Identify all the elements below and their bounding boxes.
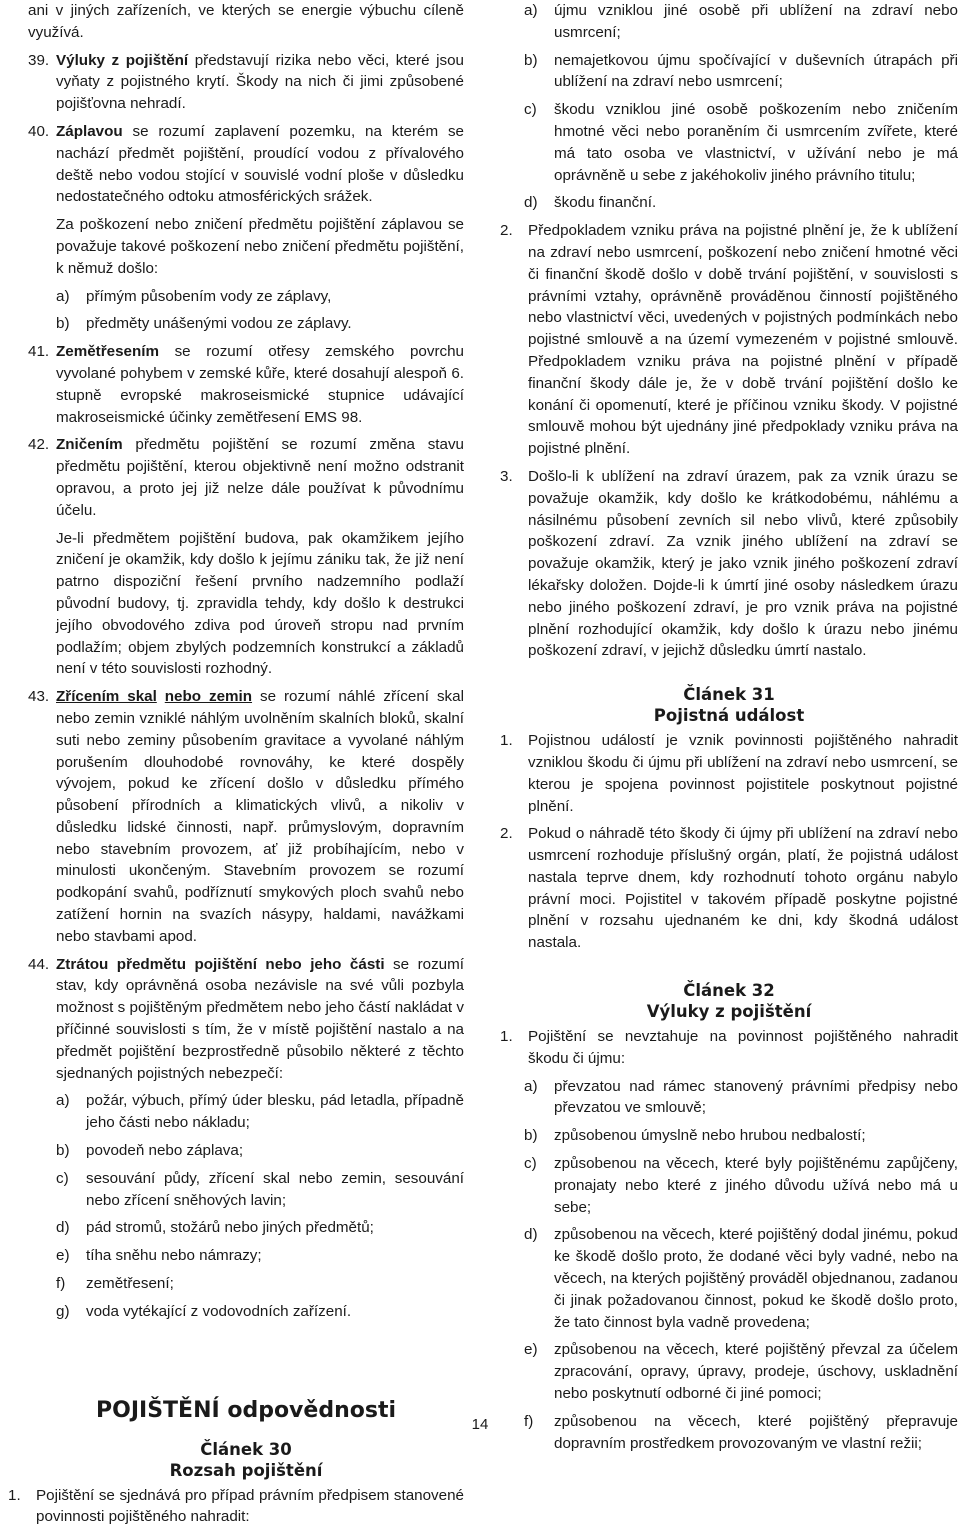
term: Zničením (56, 436, 123, 454)
article-32-paragraph-1: 1. Pojištění se nevztahuje na povinnost pojištěného nahradit škodu či újmu: (500, 1028, 958, 1067)
list-item: b) povodeň nebo záplava; (56, 1142, 244, 1160)
list-item: b) způsobenou úmyslně nebo hrubou nedbalostí; (524, 1127, 866, 1145)
term: Zemětřesením (56, 343, 159, 361)
page-number: 14 (471, 1416, 489, 1433)
definition-text: se rozumí zaplavení pozemku, na kterém se nachází předmět pojištění, proudící vodou z přívalového deště nebo vodou stojící v souvislé vodní ploše v důsledku nedostatečného odtoku atmosférických srážek. (56, 122, 464, 206)
section-title: POJIŠTĚNÍ odpovědnosti (96, 1397, 396, 1423)
definition-43 (28, 686, 464, 948)
list-item: f) způsobenou na věcech, které pojištěný přepravuje dopravním prostředkem provozovaným ve vlastní režii; (524, 1412, 958, 1452)
term: Zřícením skal (56, 688, 157, 706)
list-item: c) způsobenou na věcech, které byly pojištěnému zapůjčeny, pronajaty nebo které z jiného důvodu užívá nebo má u sebe; (524, 1155, 958, 1216)
list-item: a) požár, výbuch, přímý úder blesku, pád letadla, případně jeho části nebo nákladu; (56, 1092, 464, 1132)
paragraph: Je-li předmětem pojištění budova, pak okamžikem jejího zničení je okamžik, kdy došlo k jejímu zániku tak, že již není patrno dispoziční řešení prvního nadzemního podlaží původní budovy, tj. zpravidla tehdy, kdy došlo k destrukci jejího obvodového zdiva pod úroveň stropu nad prvním podlažím; objem zbylých podzemních konstrukcí a základů není v této souvislosti rozhodný. (56, 529, 464, 678)
item-number: 44. (28, 955, 50, 973)
term: nebo zemin (164, 688, 253, 706)
article-heading-32: Článek 32 Výluky z pojištění (646, 981, 812, 1022)
definition-40 (28, 121, 464, 208)
article-30-paragraph-1: 1. Pojištění se sjednává pro případ právním předpisem stanovené povinnosti pojištěného nahradit: (8, 1486, 464, 1526)
paragraph: Za poškození nebo zničení předmětu pojištění záplavou se považuje takové poškození nebo zničení předmětu pojištění, k němuž došlo: (56, 216, 464, 277)
list-item: d) způsobenou na věcech, které pojištěný dodal jinému, pokud ke škodě došlo proto, že dodané věci byly vadné, nebo na věcech, na kterých pojištěný prováděl objednanou, zadanou či jinak požadovanou činnost, pokud ke škodě došlo proto, že tato činnost byla vadně provedena; (524, 1226, 958, 1331)
item-number: 43. (28, 688, 50, 706)
article-31-paragraph-1: 1. Pojistnou událostí je vznik povinnosti pojištěného nahradit vzniklou škodu či újmu při ublížení na zdraví nebo usmrcení, se kterou je spojena povinnost pojistitele poskytnout pojistné plnění. (500, 732, 958, 815)
list-item: d) pád stromů, stožárů nebo jiných předmětů; (56, 1219, 374, 1237)
article-heading-30: Článek 30 Rozsah pojištění (169, 1439, 323, 1480)
definition-text: se rozumí stav, kdy oprávněná osoba nezávisle na své vůli pozbyla možnost s pojištěným předmětem nebo jeho částí nakládat v příčinné souvislosti s tím, že v místě pojištění nastalo a na předmět pojištění bezprostředně působilo některé z těchto sjednaných pojistných nebezpečí: (56, 955, 464, 1082)
right-column (500, 0, 958, 1460)
term: Záplavou (56, 122, 123, 140)
definition-44 (28, 954, 464, 1085)
definition-text: představují rizika nebo věci, které jsou vyňaty z pojistného krytí. Škody na nich či jimi způsobené pojišťovna nehradí. (56, 51, 464, 113)
list-item: e) způsobenou na věcech, které pojištěný převzal za účelem zpracování, opravy, úpravy, prodeje, úschovy, uskladnění nebo poskytnutí odborné či jiné pomoci; (524, 1341, 958, 1403)
item-number: 40. (28, 122, 50, 140)
item-number: 41. (28, 343, 50, 361)
definition-text: se rozumí náhlé zřícení skal nebo zemin vzniklé náhlým uvolněním skalních bloků, skalní suti nebo zeminy působením gravitace a vyvolané náhlým porušením dlouhodobé rovnováhy, ke které dospěly vývojem, pokud ke zřícení došlo v důsledku přímého působení přírodních a klimatických vlivů, a nikoliv v důsledku lidské činnosti, např. průmyslovým, dopravním nebo stavebním provozem, ať již probíhajícím, nebo v minulosti ukončeným. Stavebním provozem se rozumí podkopání svahů, podříznutí smykových ploch svahů nebo zatížení hornin na svazích násypy, haldami, navážkami nebo stavbami apod. (56, 688, 464, 945)
term: Výluky z pojištění (56, 51, 189, 69)
definition-39 (28, 50, 464, 115)
list-item: c) sesouvání půdy, zřícení skal nebo zemin, sesouvání nebo zřícení sněhových lavin; (56, 1169, 464, 1209)
item-number: 42. (28, 436, 50, 454)
intro-text: ani v jiných zařízeních, ve kterých se energie výbuchu cíleně využívá. (28, 2, 464, 41)
definition-42 (28, 434, 464, 521)
list-item: f) zemětřesení; (56, 1275, 174, 1293)
list-item: a) přímým působením vody ze záplavy, (56, 287, 332, 305)
definition-text: se rozumí otřesy zemského povrchu vyvolané pohybem v zemské kůře, které dosahují alespoň 6. stupně evropské makroseismické stupnice udávající makroseismické účinky zemětřesení EMS 98. (56, 343, 464, 426)
definition-text: předmětu pojištění se rozumí změna stavu předmětu pojištění, kterou objektivně není možno odstranit opravou, a proto jej již nelze dále používat k původnímu účelu. (56, 436, 464, 519)
left-column (8, 0, 464, 1534)
definition-41 (28, 341, 464, 428)
list-item: b) předměty unášenými vodou ze záplavy. (56, 315, 352, 333)
list-item: d) škodu finanční. (524, 194, 657, 212)
article-heading-31: Článek 31 Pojistná událost (653, 685, 805, 726)
list-item: a) převzatou nad rámec stanovený právními předpisy nebo převzatou ve smlouvě; (524, 1077, 958, 1117)
list-item: g) voda vytékající z vodovodních zařízení. (56, 1302, 352, 1320)
list-item: c) škodu vzniklou jiné osobě poškozením nebo zničením hmotné věci nebo poraněním či usmrcením zvířete, které má tato osoba ve vlastnictví, v užívání nebo je má oprávněně u sebe z jakéhokoliv jiného právního titulu; (524, 101, 958, 184)
article-31-paragraph-2: 2. Pokud o náhradě této škody či újmy při ublížení na zdraví nebo usmrcení rozhoduje příslušný orgán, platí, že pojistná událost nastala teprve dnem, kdy rozhodnutí tohoto orgánu nabylo právní moci. Pojistitel v takovém případě poskytne pojistné plnění v rozsahu ujednaném ke dni, kdy škodná událost nastala. (500, 825, 958, 952)
list-item: b) nemajetkovou újmu spočívající v duševních útrapách při ublížení na zdraví nebo usmrcení; (524, 51, 958, 91)
article-30-paragraph-3: 3. Došlo-li k ublížení na zdraví úrazem, pak za vznik úrazu se považuje okamžik, kdy došlo ke krátkodobému, náhlému a násilnému působení zevních sil nebo vlivů, které způsobily poškození zdraví. Za vznik jiného ublížení na zdraví se považuje okamžik, který je jako vznik jiného poškození zdraví lékařsky doložen. Dojde-li k úmrtí jiné osoby následkem úrazu nebo jiného poškození zdraví, je pro vznik práva na pojistné plnění rozhodující okamžik, kdy došlo k úrazu nebo jinému poškození zdraví, v jejichž důsledku úmrtí nastalo. (500, 467, 958, 660)
term: Ztrátou předmětu pojištění nebo jeho části (56, 955, 385, 973)
list-item: e) tíha sněhu nebo námrazy; (56, 1247, 262, 1265)
item-number: 39. (28, 51, 50, 69)
list-item: a) újmu vzniklou jiné osobě při ublížení na zdraví nebo usmrcení; (524, 2, 958, 41)
article-30-paragraph-2: 2. Předpokladem vzniku práva na pojistné plnění je, že k ublížení na zdraví nebo usmrcení, poškození nebo zničení hmotné věci či finanční škodě došlo v době trvání pojištění, v souvislosti s právními vztahy, oprávněně prováděnou činností pojištěného nebo vlastnictví věci, uvedených v pojistných podmínkách nebo pojistné smlouvě a na území vymezeném v pojistné smlouvě. Předpokladem vzniku práva na pojistné plnění v případě finanční škody dále je, že v době trvání pojištění došlo ke konání či opomenutí, které je příčinou vzniku škody. V pojistné smlouvě mohou být ujednány jiné předpoklady vzniku práva na pojistné plnění. (500, 222, 958, 458)
